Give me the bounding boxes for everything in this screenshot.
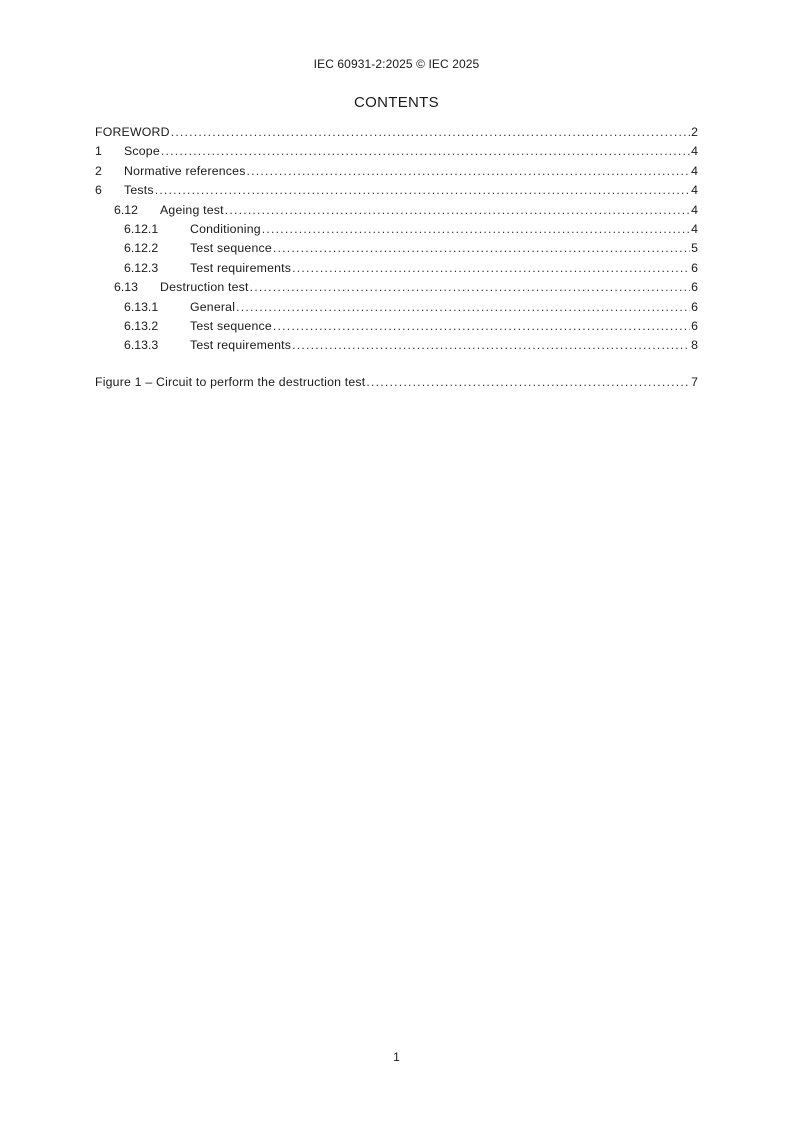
toc-entry-page: 7 bbox=[691, 374, 698, 389]
toc-entry-title: Scope bbox=[124, 144, 160, 159]
toc-entry-page: 4 bbox=[691, 202, 698, 217]
toc-entry-title: Test requirements bbox=[190, 338, 292, 353]
toc-entry-number: 6 bbox=[95, 183, 102, 198]
toc-entry-page: 5 bbox=[691, 241, 698, 256]
toc-entry-number: 2 bbox=[95, 163, 102, 178]
toc-entry-number: 6.12.2 bbox=[124, 241, 159, 256]
toc-entry-number: 6.12.3 bbox=[124, 260, 159, 275]
toc-entry-test-requirements[interactable] bbox=[95, 261, 698, 280]
toc-entry-normative-references[interactable] bbox=[95, 164, 698, 183]
table-of-contents bbox=[95, 125, 698, 394]
dot-leader bbox=[155, 183, 690, 197]
toc-entry-number: 6.13 bbox=[114, 280, 138, 295]
toc-entry-page: 6 bbox=[691, 280, 698, 295]
toc-entry-page: 4 bbox=[691, 221, 698, 236]
toc-entry-title: Conditioning bbox=[190, 221, 261, 236]
page-title: CONTENTS bbox=[354, 94, 439, 111]
toc-entry-number: 6.13.1 bbox=[124, 299, 159, 314]
dot-leader bbox=[236, 300, 690, 314]
toc-entry-page: 2 bbox=[691, 125, 698, 139]
toc-entry-destruction-test[interactable] bbox=[95, 280, 698, 299]
dot-leader bbox=[171, 125, 690, 139]
toc-entry-number: 6.13.2 bbox=[124, 318, 159, 333]
toc-entry-tests[interactable] bbox=[95, 183, 698, 202]
toc-entry-page: 4 bbox=[691, 183, 698, 198]
toc-entry-page: 6 bbox=[691, 299, 698, 314]
toc-entry-scope[interactable] bbox=[95, 144, 698, 163]
toc-entry-number: 6.13.3 bbox=[124, 338, 159, 353]
toc-entry-general[interactable] bbox=[95, 300, 698, 319]
dot-leader bbox=[225, 203, 690, 217]
dot-leader bbox=[273, 241, 690, 255]
toc-entry-title: Figure 1 – Circuit to perform the destruction test bbox=[95, 374, 366, 389]
toc-entry-page: 4 bbox=[691, 144, 698, 159]
toc-entry-title: Normative references bbox=[124, 163, 246, 178]
toc-entry-ageing-test[interactable] bbox=[95, 203, 698, 222]
toc-entry-title: Test requirements bbox=[190, 260, 292, 275]
page-number: 1 bbox=[393, 1050, 400, 1064]
toc-entry-page: 6 bbox=[691, 260, 698, 275]
toc-entry-title: Tests bbox=[124, 183, 154, 198]
dot-leader bbox=[262, 222, 690, 236]
toc-entry-number: 1 bbox=[95, 144, 102, 159]
toc-entry-test-sequence[interactable] bbox=[95, 319, 698, 338]
toc-entry-page: 8 bbox=[691, 338, 698, 353]
toc-entry-title: Ageing test bbox=[160, 202, 224, 217]
dot-leader bbox=[273, 319, 690, 333]
dot-leader bbox=[250, 280, 691, 294]
toc-entry-title: General bbox=[190, 299, 236, 314]
document-header: IEC 60931-2:2025 © IEC 2025 bbox=[313, 57, 480, 71]
dot-leader bbox=[161, 144, 690, 158]
toc-entry-test-requirements[interactable] bbox=[95, 338, 698, 357]
toc-entry-number: 6.12 bbox=[114, 202, 138, 217]
toc-entry-figure-1[interactable] bbox=[95, 375, 698, 394]
dot-leader bbox=[292, 261, 690, 275]
toc-entry-page: 4 bbox=[691, 163, 698, 178]
toc-entry-test-sequence[interactable] bbox=[95, 241, 698, 260]
toc-entry-conditioning[interactable] bbox=[95, 222, 698, 241]
dot-leader bbox=[247, 164, 691, 178]
toc-entry-title: Test sequence bbox=[190, 318, 272, 333]
toc-entry-page: 6 bbox=[691, 318, 698, 333]
toc-entry-title: Test sequence bbox=[190, 241, 272, 256]
dot-leader bbox=[366, 375, 690, 389]
dot-leader bbox=[292, 338, 690, 352]
toc-entry-title: FOREWORD bbox=[95, 125, 170, 139]
toc-entry-foreword[interactable] bbox=[95, 125, 698, 144]
toc-entry-title: Destruction test bbox=[160, 280, 249, 295]
toc-entry-number: 6.12.1 bbox=[124, 221, 159, 236]
